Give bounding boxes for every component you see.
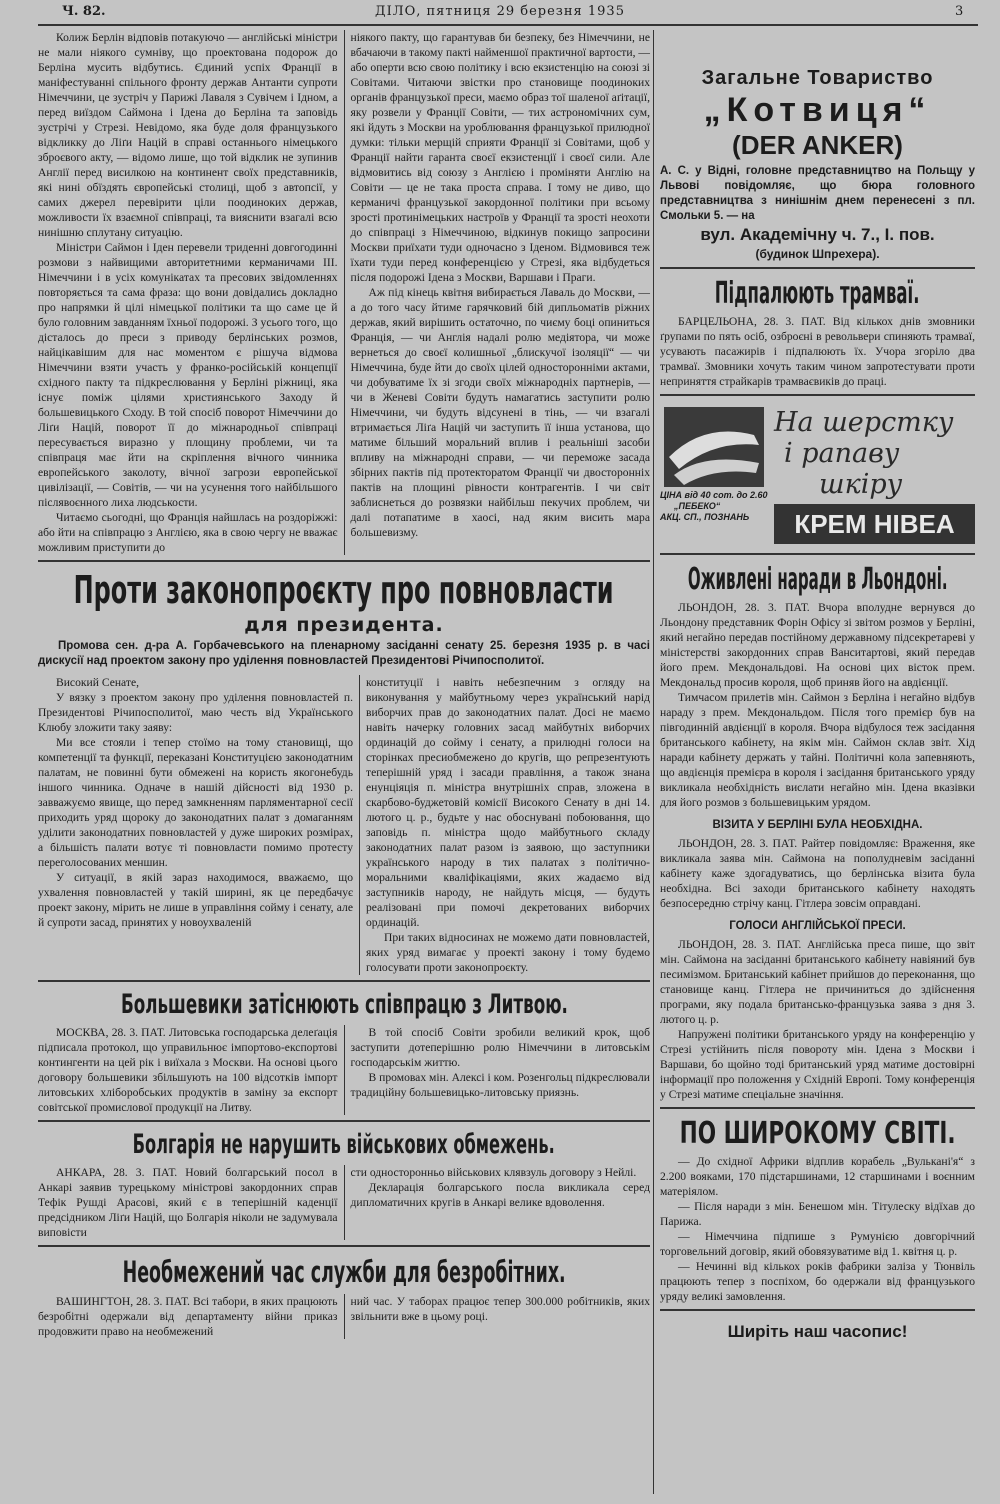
- column-divider: [344, 30, 345, 555]
- paragraph: ВАШИНГТОН, 28. 3. ПАТ. Всі табори, в яких працюють безробітні одержали від департаменту війни приказ продовжити право на необмежений: [38, 1295, 338, 1338]
- section-rule: [38, 1245, 650, 1247]
- visit-headline: ВІЗИТА У БЕРЛІНІ БУЛА НЕОБХІДНА.: [712, 819, 923, 831]
- column-divider: [344, 1165, 345, 1240]
- speech-right-column: [366, 675, 650, 975]
- paragraph: ЛЬОНДОН, 28. 3. ПАТ. Вчора вполудне вернувся до Льондону представник Форін Офісу зі звітом розмов у Берліні, який негайно передав постійному державному підсекретареві у міністерстві закордонних справ Ванситартові, який передав його прем. Мекдональдові. На основі цих вісток прем. Мекдональд просив короля, щоб приняв його на авдієнції.: [660, 601, 975, 689]
- paragraph: Ми все стояли і тепер стоїмо на тому становищі, що компетенції та функції, переказані Конституцією законодатним палатам, не повинні бути обмежені на користь якогонебудь іншого чинника. Одначе в нашій дійсності від 1930 р. завважуємо явище, що перед замкненням парляментарної сесії приходить уряд щороку до законодатних палат з домаганням уділити законодатних повновластей у дуже широких розмірах, а більшість палати вотує ті повновласти помимо протесту переголосованих меншин.: [38, 736, 353, 869]
- nivea-ad: [660, 401, 975, 548]
- nivea-price-info: [660, 490, 768, 523]
- london-headline-wrap: [660, 560, 975, 600]
- nivea-slogan: [774, 407, 975, 500]
- bulgaria-headline-wrap: [38, 1127, 650, 1165]
- company: „ПЕБЕКО“: [674, 501, 721, 511]
- section-rule: [660, 1309, 975, 1311]
- bulgaria-body: [38, 1165, 650, 1240]
- world-headline-wrap: [660, 1114, 975, 1154]
- article-column-2: [351, 30, 651, 555]
- page-number: 3: [955, 4, 964, 19]
- bulgaria-right: [351, 1165, 651, 1240]
- paragraph: У ситуації, в якій зараз находимося, вважаємо, що ухвалення повновластей у такій ширині, як це передбачує проект закону, мірить не лише в управління сойму і сенату, але й супроти засад, принятих у новоухваленій: [38, 871, 353, 929]
- paragraph: Тимчасом прилетів мін. Саймон з Берліна і негайно відбув нараду з прем. Мекдональдом. Після того премієр був на півгодинній авдієнції в короля. Вчора відбулося теж засідання британського кабінету, на якім мін. Саймон склав звіт. Хід наради кабінету держать у тайні. Політичні кола запевняють, що авдієнція премієра в короля і засідання британського уряду викликала необхідність вислати негайно мін. Ідена вказівки для його розмов з большевицьким урядом.: [660, 691, 975, 809]
- tram-article: [660, 314, 975, 389]
- paragraph: сти односторонньо військових клявзуль договору з Нейлі.: [350, 1166, 637, 1179]
- unemployed-headline-wrap: [38, 1252, 650, 1294]
- lithuania-right: [351, 1025, 651, 1115]
- bulgaria-left: [38, 1165, 338, 1240]
- unemployed-left: [38, 1294, 338, 1339]
- paragraph: БАРЦЕЛЬОНА, 28. 3. ПАТ. Від кількох днів змовники ґрупами по пять осіб, озброєні в револьвери спиняють трамваї, усувають пасажирів і підпалюють їх. Учора згоріло два трамваї. Змовники хочуть таким чином запротестувати проти неприняття страйкарів трамваєвиків до праці.: [660, 315, 975, 388]
- column-divider: [344, 1294, 345, 1339]
- paragraph: ніякого пакту, що гарантував би безпеку, без Німеччини, не вбачаючи в такому пакті найменшої практичної вартости, — або оперти всю свою політику і всю екзистенцію на союзі зі Совітами. Читаючи звістки про становище поодиноких органів французької преси, маємо образ тої шаленої аґітації, яку розвели у Франції Совіти, — тих астрономічних сум, які йдуть з Москви на уроблювання французької прилюдної думки: тільки мерщій сприяти Франції зі Совітами, щоб у Франції найти гаранта своєї екзистенції і своєї сили. Але відмовитись від союзу з Англією і проміняти Англію на Совіти — це не така проста справа. І тому не диво, що керманичі французької закордонної політики при всьому зрості протинімецьких настроїв у Франції та зрості неохоти до співпраці з Німеччиною, відкинув покищо запросини Москви приїхати туди одночасно з Іденом. Відмовився теж їхати туди перед конференцією у Стрезі, яка відбудеться після подорожі Ідена з Москви, Варшави і Праги.: [350, 31, 650, 284]
- ad-company-name: „Котвиця“: [703, 91, 932, 129]
- issue-number: Ч. 82.: [62, 4, 106, 19]
- section-rule: [38, 1120, 650, 1122]
- tram-headline: Підпалюють трамваї.: [715, 276, 920, 311]
- paragraph: Читаємо сьогодні, що Франція найшлась на роздоріжжі: або йти на співпрацю з Англією, яка в свою чергу не вважає можливим приступити до: [38, 511, 338, 554]
- nivea-brand: КРЕМ НІВЕА: [774, 504, 975, 544]
- unemployed-headline: Необмежений час служби для безробітних.: [122, 1255, 566, 1289]
- column-divider: [653, 30, 654, 1494]
- paragraph: Напружені політики британського уряду на конференцію у Стрезі устійнить після повороту мін. Ідена з Москви і Варшави, бо щойно тоді британський уряд матиме достовірні інформації про положення у Східній Европі. Тому конференція у Стрезі матиме спеціальне значіння.: [660, 1028, 975, 1101]
- kotvytsia-ad: [660, 30, 975, 262]
- london-article: [660, 600, 975, 810]
- paragraph: Колиж Берлін відповів потакуючо — англійські міністри не мали ніякого сумніву, що проектована подорож до Берліна мусить відбутись. Єдиний успіх Франції в маніфестуванні спільного фронту держав Антанти супроти Німеччини, це зустріч у Парижі Лаваля з Сувічем і Ідном, а перед виїздом Саймона і Ідена до Берліна та заповідь зустрічі у Стрезі. Невідомо, яка буде доля французького відкликку до Ліґи Націй в справі останнього німецького зброєвого акту, — відомо лише, що той відклик не зупинив Англії перед висилкою на континент своїх представників, які нині обїздять європейські столиці, щоб з автопсії, у самих джерел перевірити ціли поодиноких держав, можливости їх взаємної співпраці, та вияснити взагалі всю нинішню сплутану ситуацію.: [38, 31, 338, 239]
- press-headline: ГОЛОСИ АНГЛІЙСЬКОЇ ПРЕСИ.: [729, 920, 906, 932]
- paragraph: У вязку з проектом закону про уділення повновластей п. Президентові Річипосполитої, маю честь від Українського Клюбу зложити таку заяву:: [38, 691, 353, 734]
- column-divider: [344, 1025, 345, 1115]
- paragraph: МОСКВА, 28. 3. ПАТ. Литовська господарська делеґація підписала протокол, що управильнює імпортово-експортові контингенти на цей рік і виїхала з Москви. На основі цього договору большевики збільшують на 100 відсотків імпорт литовських хліборобських продуктів в заміну за експорт совітської промислової продукції на Литву.: [38, 1026, 338, 1114]
- tram-headline-wrap: [660, 274, 975, 314]
- section-rule: [660, 394, 975, 396]
- paragraph: В промовах мін. Алексі і ком. Розенгольц підкреслювали традиційну большевицько-литовську приязнь.: [350, 1071, 650, 1099]
- paragraph: В той спосіб Совіти зробили великий крок, щоб заступити дотеперішню ролю Німеччини в литовськім господарськім життю.: [350, 1026, 650, 1069]
- lithuania-left: [38, 1025, 338, 1115]
- paragraph: АНКАРА, 28. 3. ПАТ. Новий болгарський посол в Анкарі заявив турецькому міністрові закордонних справ Тефік Рушді Арасові, який є в теперішній каденції предсідником Ліґи Націй, що Болгарія ніколи не задумувала виповісти: [38, 1166, 338, 1239]
- lithuania-body: [38, 1025, 650, 1115]
- paragraph: Аж під кінець квітня вибирається Лаваль до Москви, — а до того часу йтиме гарячковий бій дипльоматів ріжних держав, який вирішить остаточно, по чиєму боці опиниться Франція, — чи Англія надалі ролю медіятора, чи може вернеться до своєї колишньої „блискучої ізоляції“ — чи Німеччина, буде йти до своїх цілей односторонніми актами, чи добуватиме їх зі згоди своїх міжнародніх партнерів, — чи в Женеві Совіти будуть намагатись заступити ролю Німеччини, чи будуть відсунені в тінь, — чи взагалі втримається Ліґа Націй чи заступить її інша установа, що матиме більший моральний вплив і реальніші засоби впливу на міжнародні справи, — чи переможе засада збірних пактів під протекторатом Франції чи двосторонніх пактів на площині рівности контрагентів. І чи світ заблиснеться до розвязки найбільш пекучих проблем, чи далі потапатиме в хаосі, над яким висить мара большевизму.: [350, 286, 650, 539]
- lithuania-headline: Большевики затіснюють співпрацю з Литвою.: [120, 989, 568, 1020]
- section-rule: [660, 1107, 975, 1109]
- top-article: [38, 30, 650, 555]
- news-item: — Після наради з мін. Бенешом мін. Тітулеску відїхав до Парижа.: [660, 1200, 975, 1228]
- section-rule: [38, 980, 650, 982]
- paragraph: При таких відносинах не можемо дати повновластей, яких уряд вимагає у проекті закону і тому будемо голосувати проти законопроєкту.: [366, 931, 650, 974]
- subscribe-slogan: Ширіть наш часопис!: [727, 1322, 908, 1341]
- slogan-line: На шерстку: [774, 407, 954, 438]
- world-news-list: [660, 1154, 975, 1304]
- paragraph: ЛЬОНДОН, 28. 3. ПАТ. Англійська преса пише, що звіт мін. Саймона на засіданні британського кабінету навіяний був песимізмом. Британський кабінет прийшов до переконання, що становище канц. Гітлера не причиниться до здійснення програми, яку подала британсько-французька заява з дня 3. лютого ц. р.: [660, 938, 975, 1026]
- paragraph: ЛЬОНДОН, 28. 3. ПАТ. Райтер повідомляє: Враження, яке викликала заява мін. Саймона на пополудневім засіданні кабінету каже здогадуватись, що берлінська візита була необхідна. Всі заходи британського кабінету находять безпосередню стрічу канц. Гітлера зовсім оправдані.: [660, 837, 975, 910]
- main-subheadline: для президента.: [244, 614, 444, 636]
- section-rule: [38, 560, 650, 562]
- paragraph: Декларація болгарського посла викликала серед дипломатичних кругів в Анкарі велике вдоволення.: [350, 1181, 650, 1209]
- speech-intro: Промова сен. д-ра А. Горбачевського на пленарному засіданні сенату 25. березня 1935 р. в часі дискусії над проектом закону про уділення повновластей Президентові Річипосполитої.: [38, 640, 650, 667]
- london-headline: Оживлені наради в Льондоні.: [687, 562, 948, 597]
- left-area: [38, 30, 650, 1339]
- world-headline: ПО ШИРОКОМУ СВІТІ.: [679, 1116, 956, 1151]
- ad-address: вул. Академічну ч. 7., І. пов.: [700, 225, 935, 244]
- ad-company-type: Загальне Товариство: [701, 67, 934, 89]
- slogan-line: шкіру: [819, 469, 903, 500]
- speech-body: [38, 675, 650, 975]
- nivea-left-part: [660, 407, 768, 544]
- news-item: — Німеччина підпише з Румунією довгорічний торговельний договір, який обовязуватиме від 1. квітня ц. р.: [660, 1230, 975, 1258]
- right-column: [660, 30, 975, 1344]
- paragraph: ний час. У таборах працює тепер 300.000 робітників, яких звільнити вже в цьому році.: [350, 1295, 650, 1323]
- lithuania-headline-wrap: [38, 987, 650, 1025]
- masthead-rule: [38, 24, 978, 26]
- slogan-line: і рапаву: [784, 438, 900, 469]
- ad-building: (будинок Шпрехера).: [755, 247, 880, 261]
- press-article: [660, 937, 975, 1102]
- city: АКЦ. СП., ПОЗНАНЬ: [660, 512, 750, 522]
- main-headline: Проти законопроєкту про повновласти: [74, 568, 615, 612]
- news-item: — До східної Африки відплив корабель „Вулькані'я“ з 2.200 вояками, 170 підстаршинами, 12 старшинами і воєнним матеріялом.: [660, 1155, 975, 1198]
- paragraph: Міністри Саймон і Іден перевели триденні довгогодинні розмови з найвищими авторитетними керманичами III. Німеччини і в усіх комунікатах та пресових звідомленнях повторяється та сама фраза: що вони довідались докладно про напрямки й цілі німецької політики та що саме це й було головним завданням їхньої подорожі. З усього того, що дісталось до преси з приводу берлінських розмов, найцікавішим для нас моментом є рішуча відмова Німеччини взяти участь у франко-російській концепції східного пакту та підкреслювання у Берліні ріжниці, яка існує поміж цілями християнського Заходу й большевицького Сходу. В той спосіб поворот Німеччини до Ліґи Націй, поворот її до міжнародньої співпраці пересувається виразно у площину проблеми, чи та співпраця має йти на скріплення вічного чинника европейського заколоту, вічної загрози европейської цивілізації, — Совітів, — чи на усунення того найбільшого післявоєнного лиха людськости.: [38, 241, 338, 509]
- section-rule: [660, 553, 975, 555]
- main-headline-wrap: [38, 567, 650, 613]
- unemployed-right: [351, 1294, 651, 1339]
- paragraph: Високий Сенате,: [56, 676, 140, 689]
- hands-illustration: [664, 407, 764, 487]
- hands-icon: [664, 407, 764, 487]
- speech-left-column: [38, 675, 353, 975]
- ad-company-german: (DER ANKER): [732, 130, 903, 160]
- ad-body: А. С. у Відні, головне представництво на Польщу у Львові повідомляє, що бюра головного представництва з нинішнім днем перенесені з пл. Смольки 5. — на: [660, 165, 975, 222]
- news-item: — Нечинні від кількох років фабрики заліза у Тюнвіль працюють тепер з поспіхом, бо одержали від французького уряду великі замовлення.: [660, 1260, 975, 1303]
- masthead-title: ДІЛО, пятниця 29 березня 1935: [375, 4, 625, 19]
- section-rule: [660, 267, 975, 269]
- nivea-right-part: [774, 407, 975, 544]
- unemployed-body: [38, 1294, 650, 1339]
- bulgaria-headline: Болгарія не нарушить військових обмежень.: [132, 1129, 556, 1160]
- price: ЦІНА від 40 сот. до 2.60: [660, 490, 768, 500]
- article-column-1: [38, 30, 338, 555]
- paragraph: конституції і навіть небезпечним з огляду на виконування у майбутньому через український нарід виборчих прав до законодатних палат. Досі не маємо навіть начерку головних засад майбутніх виборчих ординацій до сойму і сенату, а прилюдні голоси на сторінках пресиобмежено до кругів, що репрезентують теперішній уряд і засади правління, а також знана енунціяція п. міністра внутрішніх справ, зложена в скарбово-буджетовій комісії Високого Сенату в дні 14. лютого ц. р., будьте у нас обоснувані побоювання, що заповідь п. міністра щодо майбутнього складу законодатних палат разом із заявою, що заступники українського народу в тих палатах з політично-моральними кваліфікаціями, яких жадаємо від заступників народу, не найдуть місця, — будуть реалізовані при помочі декретованих виборчих ординацій.: [366, 676, 650, 929]
- column-divider: [359, 675, 360, 975]
- visit-article: [660, 836, 975, 911]
